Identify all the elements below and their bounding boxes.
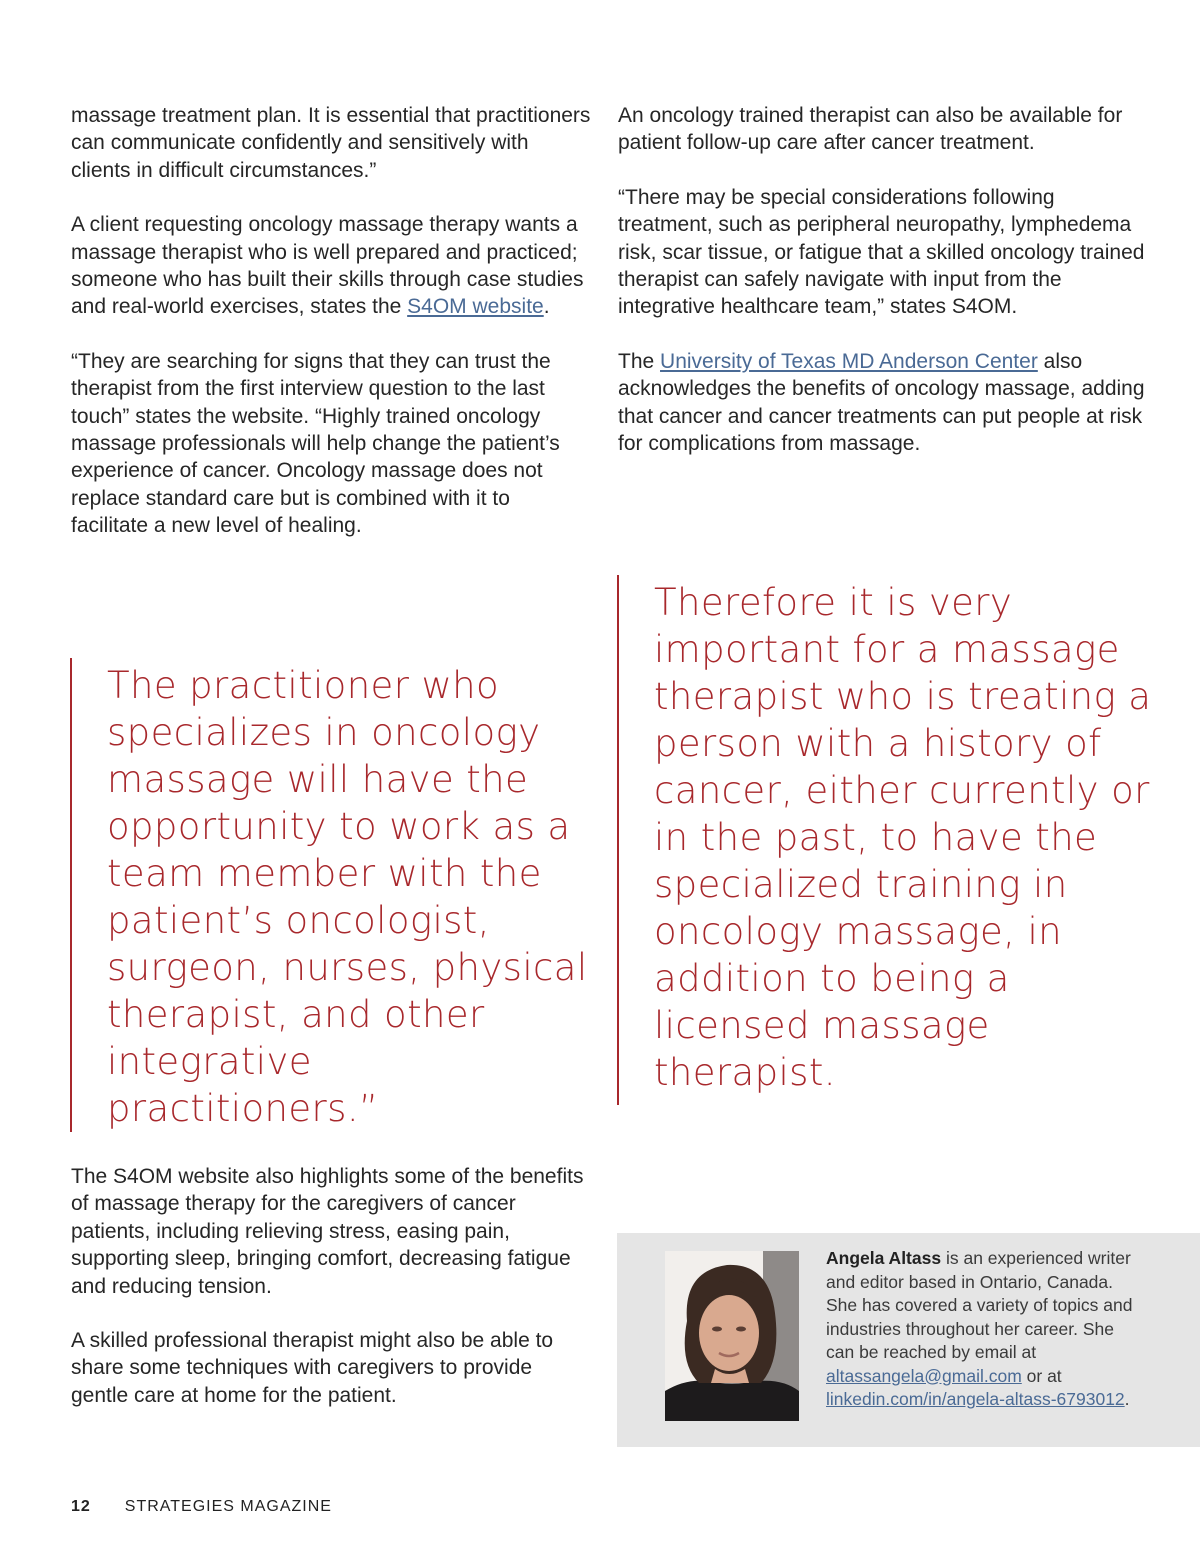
left-column [71, 102, 591, 567]
md-anderson-link[interactable]: University of Texas MD Anderson Center [660, 349, 1038, 373]
s4om-website-link[interactable]: S4OM website [407, 295, 544, 319]
right-paragraph-3-text: also acknowledges the benefits of oncology massage, adding that cancer and cancer treatments can put people at risk for complications from massage. [618, 349, 1145, 456]
left-paragraph-2-text: A client requesting oncology massage therapy wants a massage therapist who is well prepared and practiced; someone who has built their skills through case studies and real-world exercises, states the [71, 213, 584, 319]
bio-description: is an experienced writer and editor based in Ontario, Canada. She has covered a variety of topics and industries throughout her career. She can be reached by email at [826, 1248, 1133, 1362]
left-paragraph-5: A skilled professional therapist might also be able to share some techniques with caregivers to provide gentle care at home for the patient. [71, 1329, 554, 1407]
author-portrait-icon [665, 1251, 799, 1421]
author-photo [665, 1251, 799, 1421]
author-email-link[interactable]: altassangela@gmail.com [826, 1365, 1022, 1386]
page-footer [71, 1498, 332, 1516]
left-lower-text [71, 1163, 591, 1436]
right-column [618, 102, 1148, 484]
left-pull-quote [70, 658, 590, 1132]
page-number: 12 [71, 1498, 91, 1515]
left-paragraph-2 [71, 211, 591, 321]
left-paragraph-4: The S4OM website also highlights some of the benefits of massage therapy for the caregivers of cancer patients, including relieving stress, easing pain, supporting sleep, bringing comfort, decreasing fatigue and reducing tension. [71, 1165, 584, 1298]
right-paragraph-1: An oncology trained therapist can also be available for patient follow-up care after cancer treatment. [618, 104, 1123, 155]
author-bio-text [826, 1247, 1146, 1412]
right-paragraph-3-start: The [618, 349, 661, 373]
author-name: Angela Altass [826, 1248, 942, 1268]
bio-connector: or at [1021, 1365, 1062, 1386]
left-paragraph-3: “They are searching for signs that they can trust the therapist from the first interview question to the last touch” states the website. “Highly trained oncology massage professionals will help change the patient’s experience of cancer. Oncology massage does not replace standard care but is combined with it to facilitate a new level of healing. [71, 349, 560, 538]
author-bio-box [617, 1233, 1200, 1447]
right-pull-quote-text: Therefore it is very important for a massage therapist who is treating a person with a history of cancer, either currently or in the past, to have the specialized training in oncology massage, in addition to being a licensed massage therapist. [654, 581, 1152, 1094]
right-paragraph-3 [618, 348, 1148, 458]
left-pull-quote-text: The practitioner who specializes in oncology massage will have the opportunity to work as a team member with the patient’s oncologist, surgeon, nurses, physical therapist, and other integrative practitioners.” [107, 664, 588, 1130]
bio-end: . [1124, 1389, 1130, 1409]
author-linkedin-link[interactable]: linkedin.com/in/angela-altass-6793012 [826, 1389, 1125, 1409]
left-paragraph-2-end: . [543, 295, 550, 319]
right-pull-quote [617, 575, 1157, 1105]
publication-name: STRATEGIES MAGAZINE [124, 1498, 332, 1515]
right-paragraph-2: “There may be special considerations following treatment, such as peripheral neuropathy, lymphedema risk, scar tissue, or fatigue that a skilled oncology trained therapist can safely navigate with input from the integrative healthcare team,” states S4OM. [618, 185, 1145, 319]
left-paragraph-1: massage treatment plan. It is essential that practitioners can communicate confidently and sensitively with clients in difficult circumstances.” [71, 104, 591, 182]
